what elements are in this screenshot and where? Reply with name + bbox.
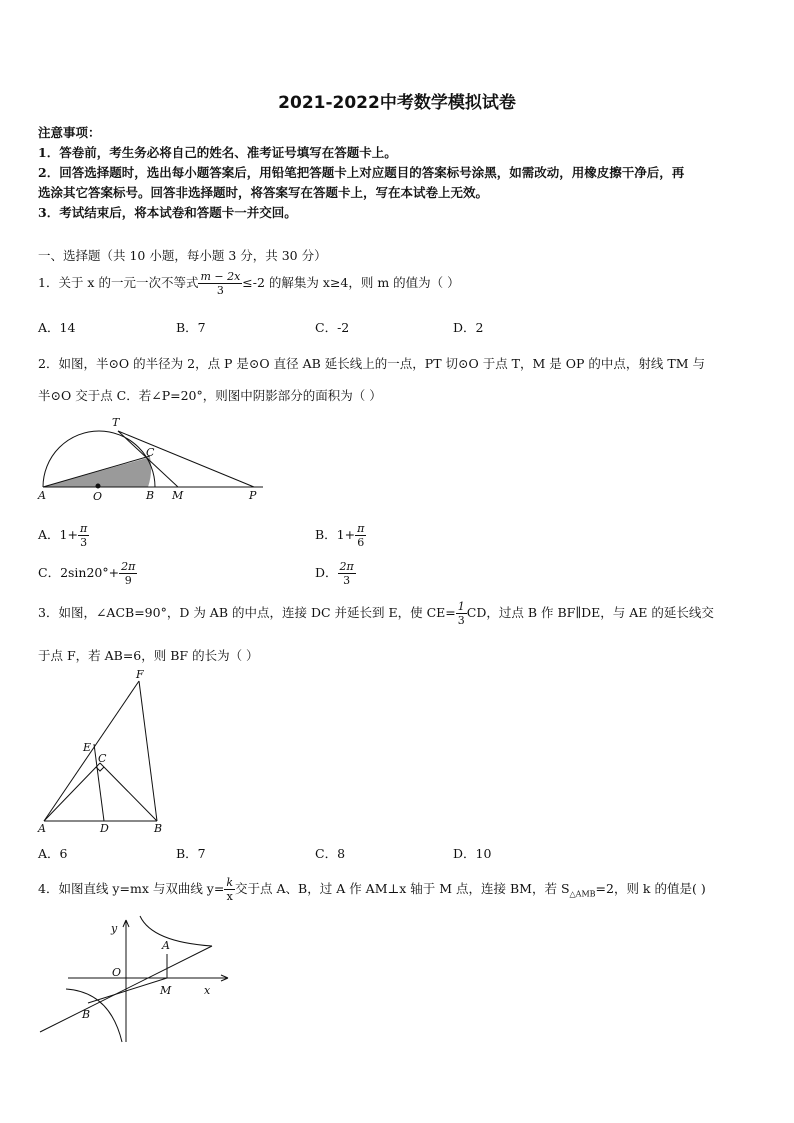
notice-item-1: 1．答卷前，考生务必将自己的姓名、准考证号填写在答题卡上。 xyxy=(38,145,397,160)
q2-opt-a-num: π xyxy=(79,522,88,535)
label-b: B xyxy=(82,1008,91,1021)
q1-option-d: D．2 xyxy=(453,320,484,335)
q4-text-post2: =2，则 k 的值是( ) xyxy=(595,881,706,896)
q2-opt-b-text: B．1+ xyxy=(315,527,356,542)
label-a: A xyxy=(162,939,170,952)
label-a: A xyxy=(38,489,46,502)
label-d: D xyxy=(100,822,109,835)
q2-opt-b-num: π xyxy=(357,522,365,535)
q3-text-post: CD，过点 B 作 BF∥DE，与 AE 的延长线交 xyxy=(466,605,714,620)
q4-frac-den: x xyxy=(226,890,233,903)
label-p: P xyxy=(249,489,257,502)
q1-text-post: ≤-2 的解集为 x≥4，则 m 的值为（ ） xyxy=(242,275,460,290)
q4-line-1 xyxy=(38,876,706,903)
q1-frac-den: 3 xyxy=(216,284,224,297)
label-b: B xyxy=(154,822,163,835)
q2-opt-d-text: D． xyxy=(315,565,338,580)
q3-frac-num: 1 xyxy=(457,600,465,613)
q3-figure xyxy=(36,666,172,838)
q3-line-2: 于点 F，若 AB=6，则 BF 的长为（ ） xyxy=(38,648,259,663)
q2-figure xyxy=(36,412,272,504)
q1-option-a: A．14 xyxy=(38,320,76,335)
notice-item-2: 2．回答选择题时，选出每小题答案后，用铅笔把答题卡上对应题目的答案标号涂黑，如需改动，用橡皮擦干净后，再 xyxy=(38,165,685,180)
q1-text-pre: 1．关于 x 的一元一次不等式 xyxy=(38,275,199,290)
page-title: 2021-2022中考数学模拟试卷 xyxy=(278,93,516,113)
q2-option-a xyxy=(38,522,89,549)
q3-option-b: B．7 xyxy=(176,846,206,861)
q4-figure xyxy=(36,912,236,1046)
label-b: B xyxy=(146,489,155,502)
label-f: F xyxy=(136,668,144,681)
q2-opt-a-text: A．1+ xyxy=(38,527,78,542)
q1-fraction xyxy=(198,270,242,297)
q4-subscript: △AMB xyxy=(569,889,596,899)
label-a: A xyxy=(38,822,46,835)
section-heading: 一、选择题（共 10 小题，每小题 3 分，共 30 分） xyxy=(38,248,327,263)
q3-option-c: C．8 xyxy=(315,846,346,861)
q2-opt-c-num: 2π xyxy=(121,560,136,573)
q2-option-b xyxy=(315,522,366,549)
q2-option-d xyxy=(315,560,356,587)
q2-opt-a-den: 3 xyxy=(80,536,88,549)
q2-opt-b-den: 6 xyxy=(357,536,365,549)
q3-frac-den: 3 xyxy=(457,614,465,627)
label-t: T xyxy=(112,416,120,429)
label-c: C xyxy=(146,446,155,459)
q3-option-a: A．6 xyxy=(38,846,68,861)
q3-line-1 xyxy=(38,600,714,627)
q2-opt-c-text: C．2sin20°+ xyxy=(38,565,120,580)
question-1 xyxy=(38,270,460,297)
label-m: M xyxy=(160,984,172,997)
label-o: O xyxy=(93,490,103,503)
label-x: x xyxy=(204,984,211,997)
q2-line-2: 半⊙O 交于点 C．若∠P=20°，则图中阴影部分的面积为（ ） xyxy=(38,388,382,403)
q1-frac-num: m − 2x xyxy=(200,270,241,283)
q3-option-d: D．10 xyxy=(453,846,492,861)
notice-heading: 注意事项： xyxy=(38,125,101,140)
label-y: y xyxy=(111,922,118,935)
q4-text-pre: 4．如图直线 y=mx 与双曲线 y= xyxy=(38,881,225,896)
q2-opt-d-den: 3 xyxy=(343,574,351,587)
q2-opt-c-den: 9 xyxy=(124,574,132,587)
label-c: C xyxy=(98,752,107,765)
q4-frac-num: k xyxy=(226,876,234,889)
q2-option-c xyxy=(38,560,137,587)
q1-option-b: B．7 xyxy=(176,320,206,335)
label-e: E xyxy=(83,741,92,754)
q2-opt-d-num: 2π xyxy=(339,560,354,573)
label-m: M xyxy=(172,489,184,502)
label-o: O xyxy=(112,966,122,979)
q3-text-pre: 3．如图，∠ACB=90°，D 为 AB 的中点，连接 DC 并延长到 E，使 CE= xyxy=(38,605,456,620)
q1-option-c: C．-2 xyxy=(315,320,350,335)
notice-item-2-cont: 选涂其它答案标号。回答非选择题时，将答案写在答题卡上，写在本试卷上无效。 xyxy=(38,185,489,200)
q4-text-post: 交于点 A、B，过 A 作 AM⊥x 轴于 M 点，连接 BM，若 S xyxy=(235,881,570,896)
notice-item-3: 3．考试结束后，将本试卷和答题卡一并交回。 xyxy=(38,205,297,220)
q2-line-1: 2．如图，半⊙O 的半径为 2，点 P 是⊙O 直径 AB 延长线上的一点，PT 切⊙O 于点 T，M 是 OP 的中点，射线 TM 与 xyxy=(38,356,705,371)
